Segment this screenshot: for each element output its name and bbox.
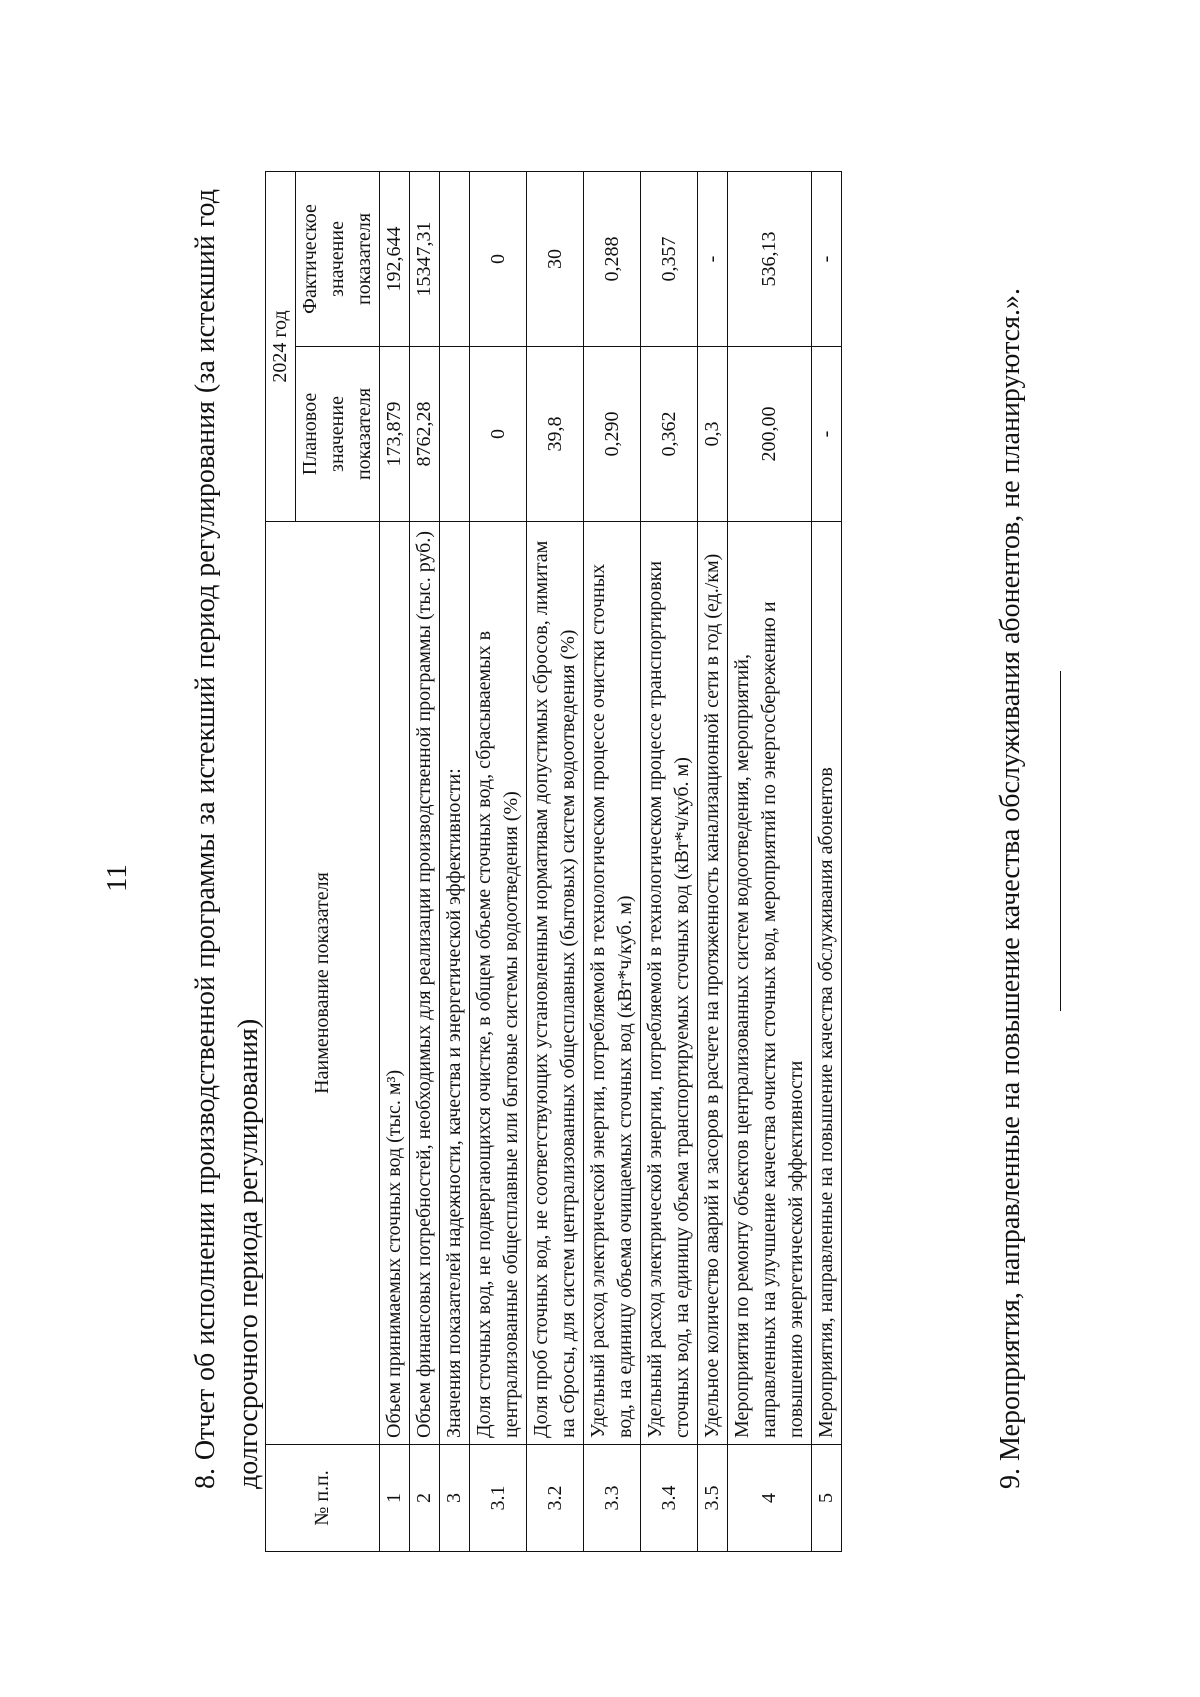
table-row	[380, 172, 410, 1552]
row-name: Удельное количество аварий и засоров в расчете на протяженность канализационной сети в год (ед./км)	[698, 522, 728, 1445]
header-plan: Плановое значение показателя	[296, 347, 380, 522]
row-fact: 0,357	[641, 172, 698, 347]
row-plan: 0	[470, 347, 527, 522]
page-number: 11	[101, 864, 133, 892]
row-name: Удельный расход электрической энергии, потребляемой в технологическом процессе очистки сточных вод, на единицу объема очищаемых сточных вод (кВт*ч/куб. м)	[584, 522, 641, 1445]
row-plan: 173,879	[380, 347, 410, 522]
table-row	[812, 172, 842, 1552]
table-row	[698, 172, 728, 1552]
section-8-heading-cont: долгосрочного периода регулирования)	[233, 1018, 264, 1489]
row-number: 3.4	[641, 1445, 698, 1552]
row-name: Значения показателей надежности, качества и энергетической эффективности:	[440, 522, 470, 1445]
row-number: 3.3	[584, 1445, 641, 1552]
row-number: 2	[410, 1445, 440, 1552]
row-plan: 0,290	[584, 347, 641, 522]
row-number: 1	[380, 1445, 410, 1552]
row-name: Объем принимаемых сточных вод (тыс. м³)	[380, 522, 410, 1445]
section-8-heading: 8. Отчет об исполнении производственной программы за истекший период регулирования (за истекший год	[190, 189, 221, 1489]
row-name: Объем финансовых потребностей, необходимых для реализации производственной программы (тыс. руб.)	[410, 522, 440, 1445]
row-number: 5	[812, 1445, 842, 1552]
table-header-row	[266, 172, 296, 1552]
table-row	[584, 172, 641, 1552]
row-plan: 0,362	[641, 347, 698, 522]
table-row	[470, 172, 527, 1552]
row-fact: -	[812, 172, 842, 347]
row-name: Мероприятия по ремонту объектов централизованных систем водоотведения, мероприятий, направленных на улучшение качества очистки сточных вод, мероприятий по энергосбережению и повышению энергетической эффективности	[728, 522, 812, 1445]
report-table	[265, 171, 842, 1552]
header-number: № п.п.	[266, 1445, 380, 1552]
separator-line	[1060, 671, 1061, 1011]
row-plan: 8762,28	[410, 347, 440, 522]
row-plan	[440, 347, 470, 522]
row-name: Мероприятия, направленные на повышение качества обслуживания абонентов	[812, 522, 842, 1445]
table-row	[527, 172, 584, 1552]
row-fact: 15347,31	[410, 172, 440, 347]
row-name: Доля проб сточных вод, не соответствующих установленным нормативам допустимых сбросов, лимитам на сбросы, для систем централизованных общесплавных (бытовых) систем водоотведения (%)	[527, 522, 584, 1445]
row-fact: 536,13	[728, 172, 812, 347]
row-number: 3.1	[470, 1445, 527, 1552]
table-row	[440, 172, 470, 1552]
row-plan: 0,3	[698, 347, 728, 522]
header-fact: Фактическое значение показателя	[296, 172, 380, 347]
row-number: 4	[728, 1445, 812, 1552]
row-fact: 192,644	[380, 172, 410, 347]
header-year: 2024 год	[266, 172, 296, 522]
row-plan: 200,00	[728, 347, 812, 522]
row-fact: 0,288	[584, 172, 641, 347]
header-name: Наименование показателя	[266, 522, 380, 1445]
row-number: 3.2	[527, 1445, 584, 1552]
table-row	[728, 172, 812, 1552]
row-plan: 39,8	[527, 347, 584, 522]
row-number: 3.5	[698, 1445, 728, 1552]
row-name: Удельный расход электрической энергии, потребляемой в технологическом процессе транспортировки сточных вод, на единицу объема транспортируемых сточных вод (кВт*ч/куб. м)	[641, 522, 698, 1445]
table-row	[641, 172, 698, 1552]
row-fact: 30	[527, 172, 584, 347]
row-fact: 0	[470, 172, 527, 347]
row-plan: -	[812, 347, 842, 522]
row-number: 3	[440, 1445, 470, 1552]
table-row	[410, 172, 440, 1552]
row-name: Доля сточных вод, не подвергающихся очистке, в общем объеме сточных вод, сбрасываемых в централизованные общесплавные или бытовые системы водоотведения (%)	[470, 522, 527, 1445]
row-fact	[440, 172, 470, 347]
section-9-text: 9. Мероприятия, направленные на повышение качества обслуживания абонентов, не планируются.».	[995, 288, 1026, 1489]
row-fact: -	[698, 172, 728, 347]
